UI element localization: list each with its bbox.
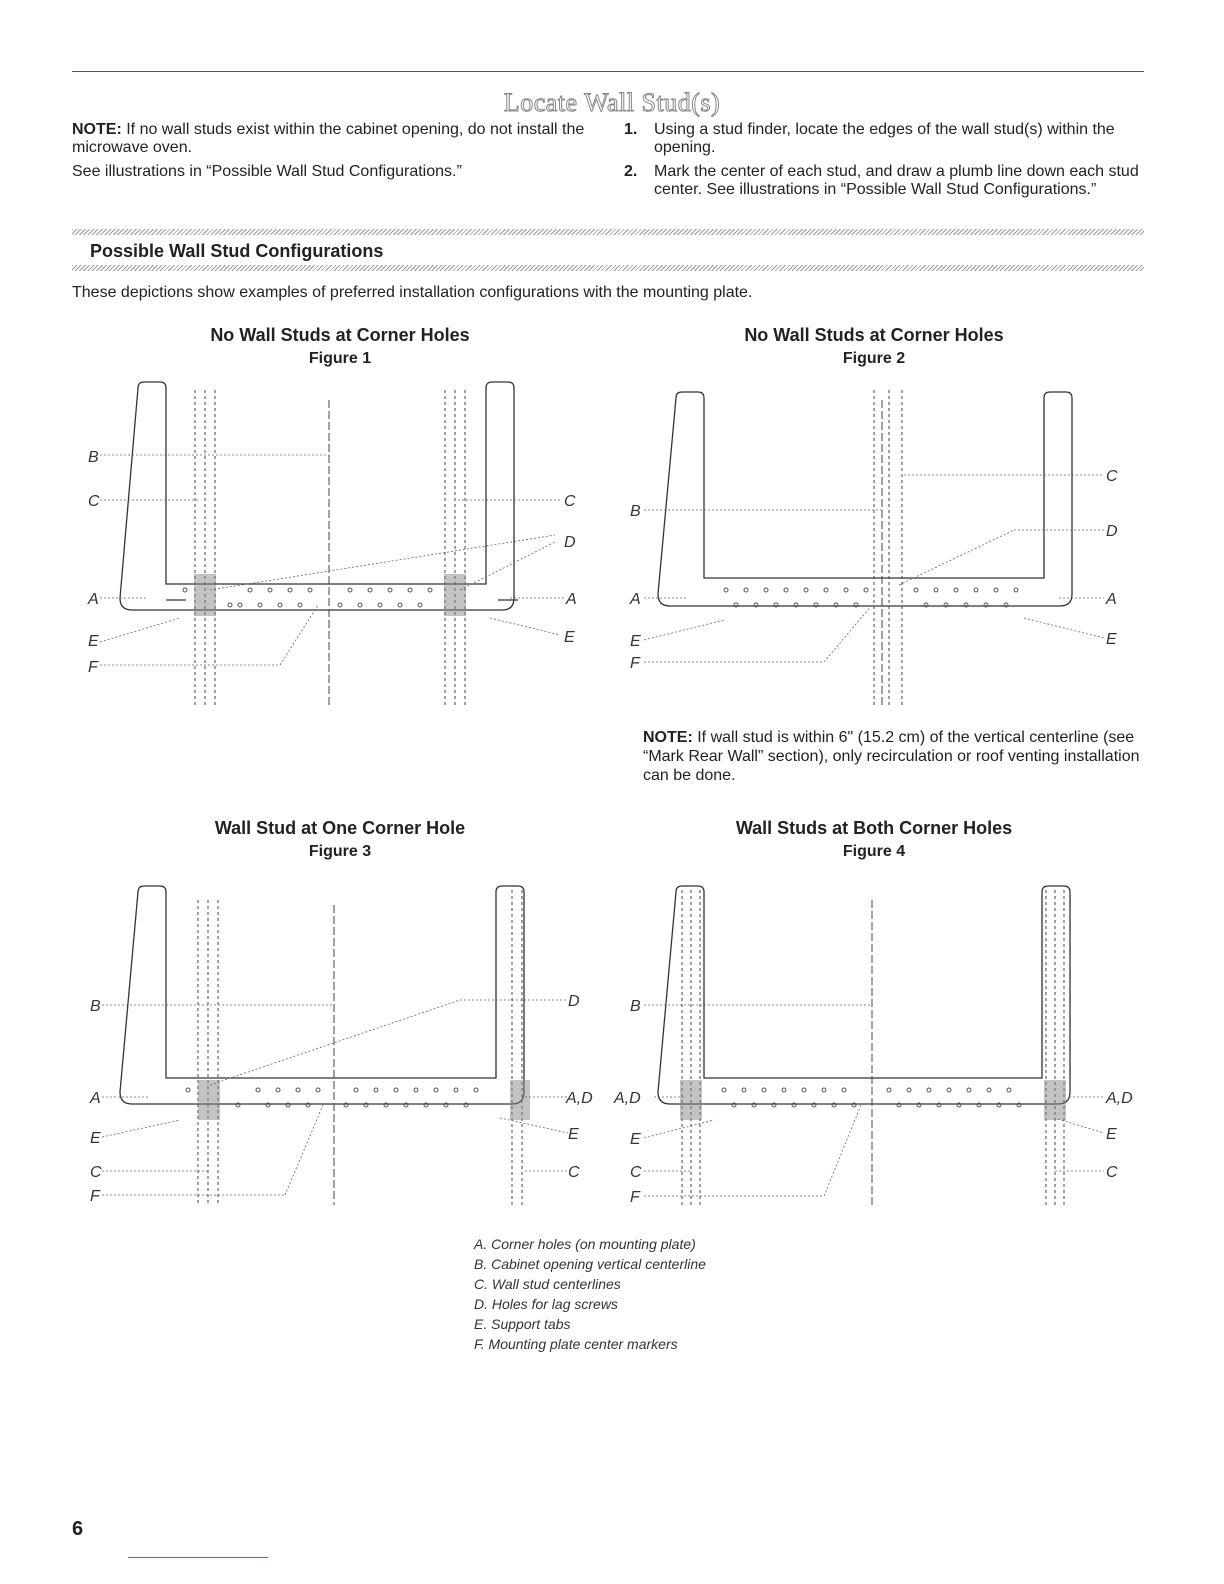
- corner-hole-shading: [1044, 1080, 1066, 1120]
- callout-d: D: [568, 993, 580, 1010]
- callout-c: C: [1106, 468, 1118, 485]
- note-text: If no wall studs exist within the cabinet opening, do not install the microwave oven.: [72, 121, 585, 156]
- figure-label: Figure 4: [842, 843, 906, 860]
- callout-f: F: [630, 1189, 640, 1206]
- callout-e: E: [88, 633, 99, 650]
- step-item: [624, 163, 1144, 199]
- note-paragraph: [72, 121, 592, 157]
- intro-text: These depictions show examples of preferred installation configurations with the mounting plate.: [72, 284, 753, 301]
- see-illustrations-text: See illustrations in “Possible Wall Stud Configurations.”: [72, 163, 462, 180]
- mounting-plate-outline: [658, 392, 1072, 606]
- figure-label: Figure 3: [308, 843, 372, 860]
- callout-a-d: A,D: [614, 1090, 641, 1107]
- corner-hole-shading: [444, 574, 466, 616]
- callout-f: F: [88, 659, 98, 676]
- legend-item: F. Mounting plate center markers: [474, 1336, 678, 1352]
- callout-a-d: A,D: [1106, 1090, 1133, 1107]
- mounting-plate-outline: [120, 886, 524, 1104]
- callout-a: A: [88, 591, 99, 608]
- figure-3-heading: [80, 817, 600, 863]
- callout-f: F: [90, 1188, 100, 1205]
- note-label: NOTE:: [643, 729, 693, 746]
- section-title: Locate Wall Stud(s): [503, 88, 721, 117]
- step-text: Mark the center of each stud, and draw a plumb line down each stud center. See illustrations in “Possible Wall Stud Configurations.”: [654, 163, 1139, 198]
- callout-b: B: [630, 503, 641, 520]
- legend-item: B. Cabinet opening vertical centerline: [474, 1256, 706, 1272]
- corner-hole-shading: [194, 574, 216, 616]
- callout-a: A: [90, 1090, 101, 1107]
- step-number: 2.: [624, 163, 638, 180]
- callout-e: E: [1106, 631, 1117, 648]
- lag-screw-holes: [724, 588, 1018, 607]
- left-column: [72, 121, 592, 181]
- callout-c: C: [1106, 1164, 1118, 1181]
- corner-hole-shading: [198, 1080, 220, 1120]
- figure-1-diagram: [80, 380, 600, 710]
- callout-e: E: [568, 1126, 579, 1143]
- figure-label: Figure 1: [308, 350, 372, 367]
- note-label: NOTE:: [72, 121, 122, 138]
- callout-c: C: [568, 1164, 580, 1181]
- legend-item: C. Wall stud centerlines: [474, 1276, 621, 1292]
- legend-item: A. Corner holes (on mounting plate): [474, 1236, 696, 1252]
- callout-b: B: [88, 449, 99, 466]
- legend-item: D. Holes for lag screws: [474, 1296, 618, 1312]
- callout-a: A: [630, 591, 641, 608]
- callout-b: B: [90, 998, 101, 1015]
- figure-2-heading: [614, 324, 1134, 370]
- legend-item: E. Support tabs: [474, 1316, 571, 1332]
- page-number: 6: [72, 1518, 84, 1540]
- callout-d: D: [564, 534, 576, 551]
- step-number: 1.: [624, 121, 638, 138]
- callout-d: D: [1106, 523, 1118, 540]
- corner-hole-shading: [680, 1080, 702, 1120]
- stud-note: [643, 728, 1143, 785]
- footer-line: [128, 1557, 268, 1558]
- top-rule: [72, 71, 1144, 72]
- figure-title: No Wall Studs at Corner Holes: [210, 325, 470, 345]
- callout-a: A: [1106, 591, 1117, 608]
- callout-e: E: [564, 629, 575, 646]
- callout-a-d: A,D: [566, 1090, 593, 1107]
- callout-f: F: [630, 655, 640, 672]
- mounting-plate-outline: [658, 886, 1070, 1104]
- callout-e: E: [90, 1130, 101, 1147]
- callout-e: E: [1106, 1126, 1117, 1143]
- subheading: Possible Wall Stud Configurations: [90, 241, 384, 261]
- callout-c: C: [88, 493, 100, 510]
- figure-4-diagram: [614, 880, 1144, 1210]
- callout-c: C: [630, 1164, 642, 1181]
- figure-title: Wall Stud at One Corner Hole: [214, 818, 466, 838]
- callout-c: C: [90, 1164, 102, 1181]
- figure-title: Wall Studs at Both Corner Holes: [735, 818, 1013, 838]
- figure-label: Figure 2: [842, 350, 906, 367]
- figure-1-heading: [80, 324, 600, 370]
- figure-title: No Wall Studs at Corner Holes: [744, 325, 1004, 345]
- hatch-divider-bottom: [72, 265, 1144, 271]
- step-text: Using a stud finder, locate the edges of the wall stud(s) within the opening.: [654, 121, 1115, 156]
- callout-e: E: [630, 1131, 641, 1148]
- note-text: If wall stud is within 6" (15.2 cm) of the vertical centerline (see “Mark Rear Wall” section), only recirculation or roof venting installation can be done.: [643, 729, 1140, 784]
- callout-c: C: [564, 493, 576, 510]
- hatch-divider-top: [72, 229, 1144, 235]
- figure-2-diagram: [614, 380, 1134, 710]
- callout-e: E: [630, 633, 641, 650]
- figure-3-diagram: [80, 880, 610, 1210]
- corner-hole-shading: [510, 1080, 530, 1120]
- legend: [474, 1234, 706, 1354]
- figure-4-heading: [614, 817, 1134, 863]
- step-item: [624, 121, 1144, 157]
- callout-a: A: [566, 591, 577, 608]
- lag-screw-holes: [183, 588, 432, 607]
- steps-list: [624, 121, 1144, 205]
- callout-b: B: [630, 998, 641, 1015]
